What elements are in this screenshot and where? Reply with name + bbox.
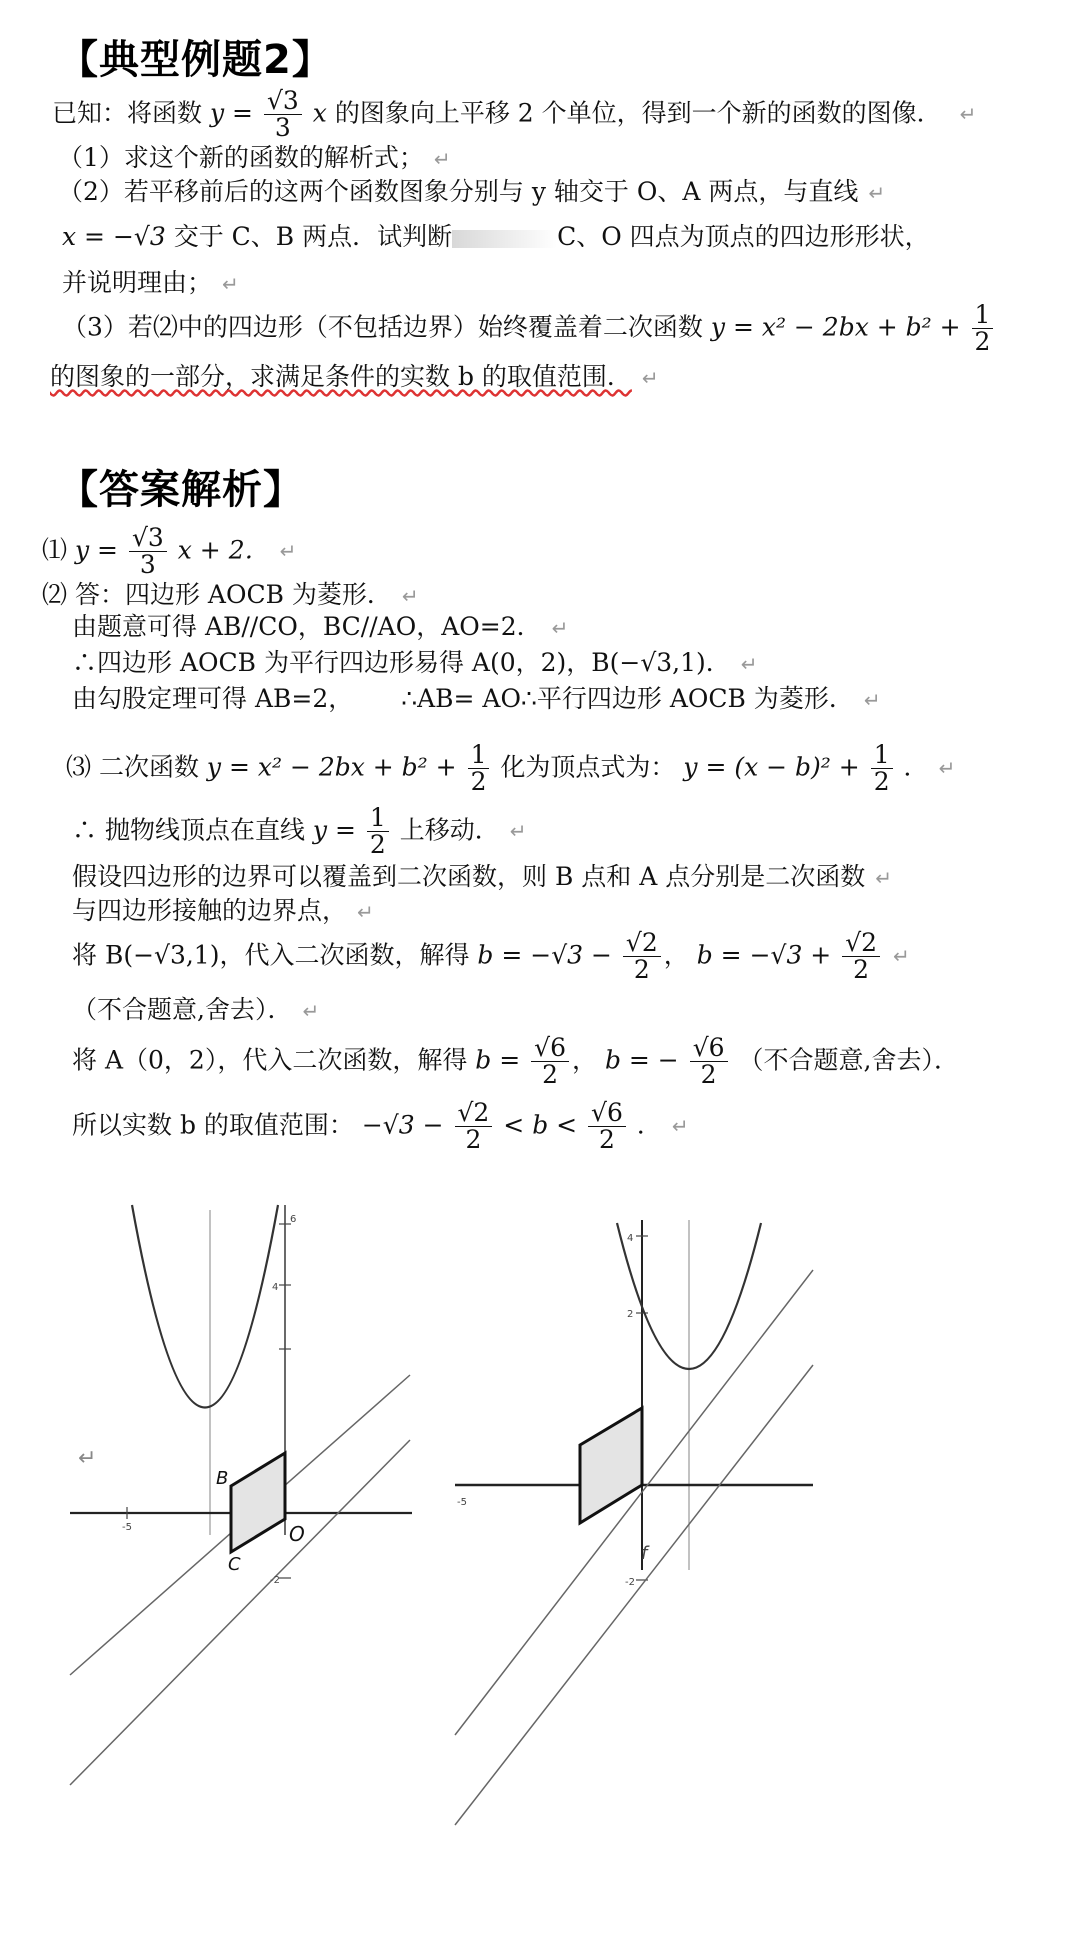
a2-line4-a: 由勾股定理可得 AB=2， bbox=[72, 684, 354, 713]
q3-den: 2 bbox=[974, 327, 991, 357]
a3-eq2: y = (x − b)² + bbox=[683, 752, 860, 782]
q3-line2-text: 的图象的一部分，求满足条件的实数 b 的取值范围． bbox=[50, 362, 632, 391]
return-icon: ↵ bbox=[893, 944, 910, 969]
a3-l7-num2: √6 bbox=[690, 1035, 728, 1062]
return-icon: ↵ bbox=[401, 584, 419, 608]
return-icon: ↵ bbox=[959, 102, 977, 127]
return-icon: ↵ bbox=[357, 900, 374, 924]
question-3-line1 bbox=[62, 302, 996, 356]
a3-num2: 1 bbox=[871, 742, 893, 769]
left-rhombus bbox=[231, 1453, 285, 1552]
return-icon: ↵ bbox=[509, 819, 527, 844]
return-icon: ↵ bbox=[279, 539, 297, 564]
q2-line1-text: （2）若平移前后的这两个函数图象分别与 y 轴交于 O、A 两点，与直线 bbox=[58, 177, 859, 206]
given-fraction bbox=[264, 88, 302, 142]
q1-text: （1）求这个新的函数的解析式； bbox=[58, 143, 424, 172]
a3-l7-pre: 将 A（0，2），代入二次函数，解得 bbox=[72, 1045, 468, 1075]
a3-tail: ． bbox=[903, 752, 929, 782]
a3-l8-pre: 所以实数 b 的取值范围： bbox=[72, 1110, 354, 1140]
given-den: 3 bbox=[274, 113, 291, 143]
a2-line4-b: ∴AB= AO∴平行四边形 AOCB 为菱形． bbox=[401, 684, 854, 713]
question-3-line2 bbox=[50, 362, 659, 392]
a1-eq: y = bbox=[74, 535, 118, 565]
return-icon: ↵ bbox=[875, 866, 892, 890]
given-x: x bbox=[312, 98, 327, 128]
right-tick-label-2: 2 bbox=[627, 1309, 634, 1320]
a3-l2-fraction bbox=[367, 805, 389, 859]
q2-line-eq: x = −√3 bbox=[62, 222, 166, 251]
q2-line2-a: 交于 C、B 两点．试判断 bbox=[173, 222, 453, 251]
q2-line3-text: 并说明理由； bbox=[62, 268, 213, 297]
return-icon: ↵ bbox=[551, 616, 569, 640]
graph-right bbox=[457, 1215, 1025, 1588]
a1-label: ⑴ bbox=[42, 535, 68, 565]
a3-l7-num1: √6 bbox=[531, 1035, 569, 1062]
question-1 bbox=[58, 143, 451, 173]
a3-l8-mid: < b < bbox=[503, 1110, 578, 1140]
a3-l2-eq: y = bbox=[312, 815, 356, 845]
left-tick-label-neg2: -2 bbox=[270, 1575, 280, 1586]
a3-l8-post: ． bbox=[636, 1110, 662, 1140]
a3-l2-den: 2 bbox=[369, 830, 386, 860]
a3-l5-num1: √2 bbox=[623, 930, 661, 957]
return-icon: ↵ bbox=[222, 272, 239, 296]
question-2-line1 bbox=[58, 177, 885, 207]
right-tick-label-neg5: -5 bbox=[457, 1497, 467, 1508]
a3-l7-fraction-2 bbox=[690, 1035, 728, 1089]
left-label-B: B bbox=[216, 1468, 229, 1489]
answer-1 bbox=[42, 525, 296, 579]
a3-l8-fraction-1 bbox=[455, 1100, 493, 1154]
given-line bbox=[52, 88, 976, 142]
a3-den: 2 bbox=[470, 767, 487, 797]
a3-l2-pre: ∴ 抛物线顶点在直线 bbox=[72, 815, 305, 845]
a2-line2-text: 由题意可得 AB//CO，BC//AO，AO=2． bbox=[72, 612, 542, 641]
redacted-region bbox=[452, 230, 557, 248]
a3-l7-fraction-1 bbox=[531, 1035, 569, 1089]
left-parabola bbox=[132, 1205, 278, 1408]
a3-l4-text: 与四边形接触的边界点， bbox=[72, 896, 348, 925]
return-icon: ↵ bbox=[938, 756, 956, 781]
graph-left bbox=[60, 1200, 520, 1586]
return-icon: ↵ bbox=[740, 652, 758, 676]
a3-mid: 化为顶点式为： bbox=[500, 752, 676, 782]
answer-3-line7 bbox=[72, 1035, 959, 1089]
left-tick-label-4: 4 bbox=[272, 1282, 279, 1293]
a3-l5-eq1: b = −√3 − bbox=[477, 940, 612, 970]
a3-fraction bbox=[468, 742, 490, 796]
a3-l7-den1: 2 bbox=[542, 1060, 559, 1090]
a2-label: ⑵ 答：四边形 AOCB 为菱形． bbox=[42, 580, 392, 609]
a3-l7-den2: 2 bbox=[700, 1060, 717, 1090]
q3-eq: y = x² − 2bx + b² + bbox=[710, 312, 961, 342]
q3-fraction bbox=[972, 302, 994, 356]
a3-l7-eq1: b = bbox=[475, 1045, 521, 1075]
left-return-icon: ↵ bbox=[78, 1446, 97, 1471]
answer-2-line1 bbox=[42, 580, 419, 610]
answer-3-line6 bbox=[72, 995, 319, 1025]
answer-2-line3 bbox=[72, 648, 758, 678]
a3-l5-num2: √2 bbox=[842, 930, 880, 957]
a3-l8-fraction-2 bbox=[588, 1100, 626, 1154]
given-text: 的图象向上平移 2 个单位，得到一个新的函数的图像． bbox=[334, 98, 942, 128]
given-num: √3 bbox=[264, 88, 302, 115]
question-2-line3 bbox=[62, 268, 239, 298]
question-2-line2 bbox=[62, 222, 930, 252]
answer-2-line4 bbox=[72, 684, 881, 714]
return-icon: ↵ bbox=[671, 1114, 689, 1139]
q3-num: 1 bbox=[972, 302, 994, 329]
a3-l8-eq1: −√3 − bbox=[361, 1110, 444, 1140]
a3-den2: 2 bbox=[873, 767, 890, 797]
a3-l5-den2: 2 bbox=[853, 955, 870, 985]
left-tick-label-neg5: -5 bbox=[122, 1522, 132, 1533]
answer-3-line4 bbox=[72, 896, 374, 926]
a3-eq: y = x² − 2bx + b² + bbox=[206, 752, 457, 782]
a1-tail: x + 2． bbox=[177, 535, 270, 565]
a3-l5-den1: 2 bbox=[633, 955, 650, 985]
given-prefix: 已知：将函数 bbox=[52, 98, 203, 128]
right-label-f: f bbox=[641, 1543, 648, 1564]
a3-l7-eq2: b = − bbox=[604, 1045, 679, 1075]
return-icon: ↵ bbox=[868, 181, 886, 205]
a3-l5-sep: ， bbox=[663, 940, 689, 970]
a3-l8-num1: √2 bbox=[455, 1100, 493, 1127]
a1-num: √3 bbox=[129, 525, 167, 552]
a3-label: ⑶ 二次函数 bbox=[66, 752, 199, 782]
a3-l7-sep: ， bbox=[571, 1045, 597, 1075]
a3-l8-den2: 2 bbox=[599, 1125, 615, 1155]
answer-heading: 【答案解析】 bbox=[58, 467, 304, 513]
answer-3-line1 bbox=[66, 742, 955, 796]
a3-l6-text: （不合题意,舍去）． bbox=[72, 995, 293, 1024]
a3-l5-fraction-2 bbox=[842, 930, 880, 984]
a2-line3-text: ∴四边形 AOCB 为平行四边形易得 A(0，2)，B(−√3,1)． bbox=[72, 648, 731, 677]
return-icon: ↵ bbox=[641, 366, 659, 390]
right-tick-label-neg2: -2 bbox=[625, 1577, 635, 1588]
a1-fraction bbox=[129, 525, 167, 579]
a3-num: 1 bbox=[468, 742, 490, 769]
right-rhombus bbox=[580, 1408, 642, 1523]
return-icon: ↵ bbox=[863, 688, 881, 712]
a3-l5-pre: 将 B(−√3,1)，代入二次函数，解得 bbox=[72, 940, 470, 970]
return-icon: ↵ bbox=[433, 147, 451, 171]
a3-l7-post: （不合题意,舍去）． bbox=[738, 1045, 959, 1075]
problem-heading: 【典型例题2】 bbox=[58, 37, 333, 83]
a1-den: 3 bbox=[139, 550, 156, 580]
answer-3-line8 bbox=[72, 1100, 689, 1154]
a3-l5-eq2: b = −√3 + bbox=[696, 940, 832, 970]
a3-l8-num2: √6 bbox=[588, 1100, 626, 1127]
a3-l3-text: 假设四边形的边界可以覆盖到二次函数，则 B 点和 A 点分别是二次函数 bbox=[72, 862, 866, 891]
a3-fraction-2 bbox=[871, 742, 893, 796]
left-label-C: C bbox=[228, 1554, 241, 1575]
a3-l2-num: 1 bbox=[367, 805, 389, 832]
given-eq: y = bbox=[209, 98, 253, 128]
answer-3-line3 bbox=[72, 862, 892, 892]
a3-l5-fraction-1 bbox=[623, 930, 661, 984]
left-tick-label-6: 6 bbox=[290, 1214, 297, 1225]
a3-l2-post: 上移动． bbox=[399, 815, 500, 845]
answer-3-line5 bbox=[72, 930, 910, 984]
a3-l8-den1: 2 bbox=[465, 1125, 482, 1155]
left-label-O: O bbox=[289, 1522, 305, 1546]
right-tick-label-4: 4 bbox=[627, 1233, 634, 1244]
q2-line2-b: C、O 四点为顶点的四边形形状， bbox=[557, 222, 930, 251]
answer-3-line2 bbox=[72, 805, 527, 859]
q3-line1-text: （3）若⑵中的四边形（不包括边界）始终覆盖着二次函数 bbox=[62, 312, 703, 342]
return-icon: ↵ bbox=[302, 999, 320, 1023]
answer-2-line2 bbox=[72, 612, 568, 642]
